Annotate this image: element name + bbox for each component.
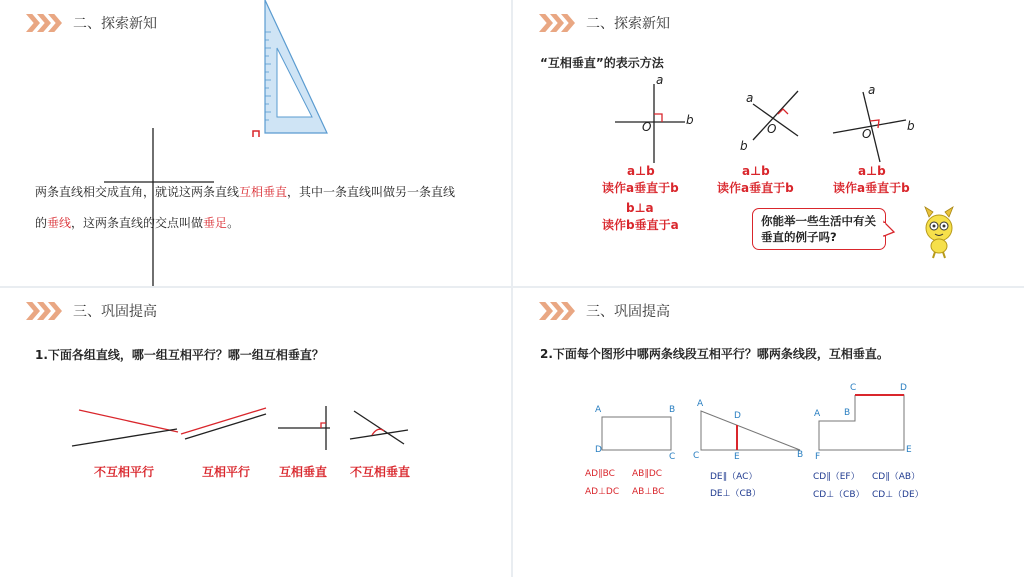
answer-label: 不互相平行 (94, 465, 155, 479)
line-b-label: b (686, 113, 694, 127)
point-o-label: O (767, 122, 777, 136)
notation-subtitle: “互相垂直”的表示方法 (540, 56, 664, 70)
reading-caption: 读作a垂直于b (717, 181, 794, 195)
point-label: C (693, 451, 700, 461)
point-label: E (906, 445, 912, 455)
point-label: A (595, 405, 602, 415)
point-label: D (595, 445, 602, 455)
answer-label: 互相平行 (202, 465, 251, 479)
section-title: 二、探索新知 (586, 16, 670, 32)
answer-text: DE∥（AC） (710, 472, 758, 482)
point-label: D (734, 411, 741, 421)
line-pair-2 (181, 408, 266, 439)
answer-text: AB∥DC (632, 469, 663, 479)
answer-text: DE⊥（CB） (710, 489, 761, 499)
section-title: 二、探索新知 (73, 16, 157, 32)
answer-text: CD⊥（DE） (872, 490, 924, 500)
line-pair-1 (72, 410, 178, 446)
line-pair-4 (350, 411, 408, 444)
answer-text: CD⊥（CB） (813, 490, 865, 500)
point-label: E (734, 452, 740, 462)
line-a-label: a (656, 73, 664, 87)
definition-line-2: 的垂线，这两条直线的交点叫做垂足。 (35, 216, 240, 230)
point-label: D (900, 383, 907, 393)
point-label: A (697, 399, 704, 409)
answer-text: CD∥（AB） (872, 472, 921, 482)
point-label: C (669, 452, 676, 462)
slide-panel-practice-2 (513, 288, 1024, 577)
answer-label: 互相垂直 (279, 465, 328, 479)
point-label: B (669, 405, 676, 415)
line-pair-3 (278, 406, 330, 450)
slide-panel-practice-1 (0, 288, 511, 577)
section-title: 三、巩固提高 (73, 304, 157, 320)
definition-line-1: 两条直线相交成直角，就说这两条直线互相垂直，其中一条直线叫做另一条直线 (35, 185, 456, 199)
line-b-label: b (740, 139, 748, 153)
mascot-figure (513, 0, 1024, 286)
point-label: F (815, 452, 821, 462)
answer-text: CD∥（EF） (813, 472, 860, 482)
line-a-label: a (868, 83, 876, 97)
question-1: 1.下面各组直线，哪一组互相平行？哪一组互相垂直？ (35, 348, 324, 362)
point-label: A (814, 409, 821, 419)
notation-caption: b⊥a (626, 201, 654, 215)
point-label: B (797, 450, 804, 460)
question-2: 2.下面每个图形中哪两条线段互相平行？哪两条线段，互相垂直。 (540, 347, 889, 361)
answer-text: AD∥BC (585, 469, 615, 479)
triangle-shape (701, 411, 800, 450)
reading-caption: 读作b垂直于a (602, 218, 679, 232)
line-b-label: b (907, 119, 915, 133)
slide-panel-explore-2 (513, 0, 1024, 286)
slide-panel-explore-1 (0, 0, 511, 286)
section-title: 三、巩固提高 (586, 304, 670, 320)
point-o-label: O (642, 120, 652, 134)
mascot-icon (925, 207, 953, 258)
right-angle-mark (253, 131, 259, 137)
line-pairs-figure (0, 288, 511, 577)
answer-text: AB⊥BC (632, 487, 665, 497)
notation-caption: a⊥b (742, 164, 770, 178)
point-label: B (844, 408, 851, 418)
reading-caption: 读作a垂直于b (833, 181, 910, 195)
notation-caption: a⊥b (627, 164, 655, 178)
point-o-label: O (862, 127, 872, 141)
shapes-figure (513, 288, 1024, 577)
point-label: C (850, 383, 857, 393)
step-shape (819, 395, 904, 450)
answer-label: 不互相垂直 (350, 465, 411, 479)
speech-bubble: 你能举一些生活中有关垂直的例子吗? (752, 208, 886, 250)
reading-caption: 读作a垂直于b (602, 181, 679, 195)
line-a-label: a (746, 91, 754, 105)
rectangle-shape (602, 417, 671, 450)
notation-caption: a⊥b (858, 164, 886, 178)
answer-text: AD⊥DC (585, 487, 620, 497)
set-square-figure (0, 0, 511, 286)
